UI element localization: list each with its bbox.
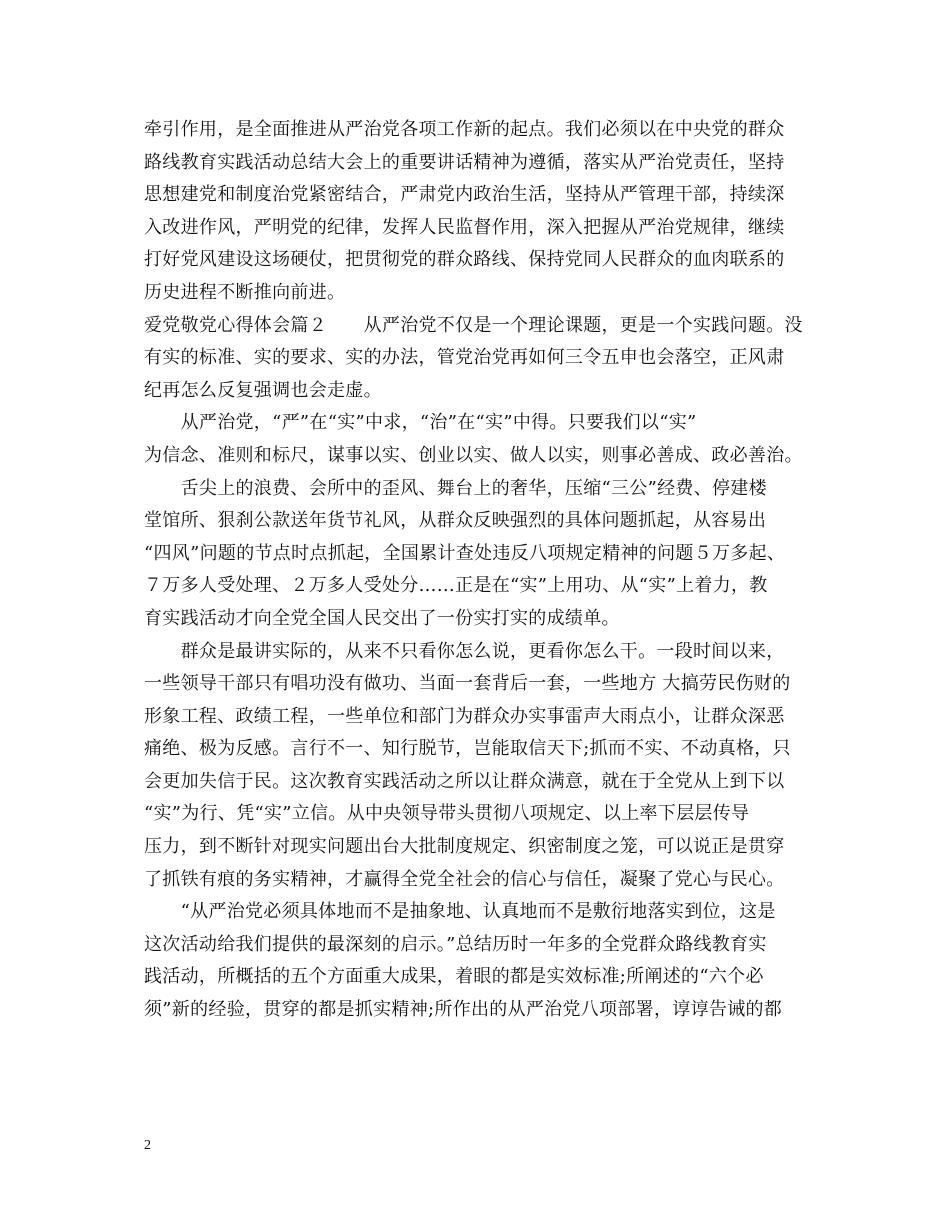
- page-number: 2: [144, 1138, 151, 1153]
- text-line: 痛绝、极为反感。言行不一、知行脱节，岂能取信天下;抓而不实、不动真格，只: [144, 738, 791, 760]
- text-line: 从严治党，“严”在“实”中求，“治”在“实”中得。只要我们以“实”: [144, 412, 697, 434]
- text-line: 为信念、准则和标尺，谋事以实、创业以实、做人以实，则事必善成、政必善治。: [144, 444, 803, 466]
- text-line: 有实的标准、实的要求、实的办法，管党治党再如何三令五申也会落空，正风肃: [144, 347, 785, 369]
- text-line: “实”为行、凭“实”立信。从中央领导带头贯彻八项规定、以上率下层层传导: [144, 803, 750, 825]
- text-line: 压力，到不断针对现实问题出台大批制度规定、织密制度之笼，可以说正是贯穿: [144, 836, 785, 858]
- text-line: 群众是最讲实际的，从来不只看你怎么说，更看你怎么干。一段时间以来，: [144, 640, 785, 662]
- text-line: 育实践活动才向全党全国人民交出了一份实打实的成绩单。: [144, 607, 620, 629]
- text-line: 纪再怎么反复强调也会走虚。: [144, 379, 382, 401]
- text-line: 堂馆所、狠刹公款送年货节礼风，从群众反映强烈的具体问题抓起，从容易出: [144, 510, 767, 532]
- text-line: ７万多人受处理、２万多人受处分……正是在“实”上用功、从“实”上着力，教: [144, 575, 768, 597]
- text-line: 须”新的经验，贯穿的都是抓实精神;所作出的从严治党八项部署，谆谆告诫的都: [144, 999, 783, 1021]
- body-text: [144, 114, 812, 1027]
- text-line: 入改进作风，严明党的纪律，发挥人民监督作用，深入把握从严治党规律，继续: [144, 216, 785, 238]
- text-line: 了抓铁有痕的务实精神，才赢得全党全社会的信心与信任，凝聚了党心与民心。: [144, 868, 785, 890]
- text-line: 践活动，所概括的五个方面重大成果，着眼的都是实效标准;所阐述的“六个必: [144, 966, 764, 988]
- text-line: 形象工程、政绩工程，一些单位和部门为群众办实事雷声大雨点小，让群众深恶: [144, 705, 785, 727]
- text-line: “从严治党必须具体地而不是抽象地、认真地而不是敷衍地落实到位，这是: [144, 901, 776, 923]
- text-line: 路线教育实践活动总结大会上的重要讲话精神为遵循，落实从严治党责任，坚持: [144, 151, 785, 173]
- text-line: 会更加失信于民。这次教育实践活动之所以让群众满意，就在于全党从上到下以: [144, 770, 785, 792]
- section-heading-line: 爱党敬党心得体会篇２ 从严治党不仅是一个理论课题，更是一个实践问题。没: [144, 314, 803, 336]
- text-line: 打好党风建设这场硬仗，把贯彻党的群众路线、保持党同人民群众的血肉联系的: [144, 249, 785, 271]
- text-line: “四风”问题的节点时点抓起，全国累计查处违反八项规定精神的问题５万多起、: [144, 542, 786, 564]
- text-line: 一些领导干部只有唱功没有做功、当面一套背后一套，一些地方 大搞劳民伤财的: [144, 673, 791, 695]
- text-line: 舌尖上的浪费、会所中的歪风、舞台上的奢华，压缩“三公”经费、停建楼: [144, 477, 767, 499]
- text-line: 思想建党和制度治党紧密结合，严肃党内政治生活，坚持从严管理干部，持续深: [144, 184, 785, 206]
- text-line: 这次活动给我们提供的最深刻的启示。”总结历时一年多的全党群众路线教育实: [144, 933, 767, 955]
- text-line: 牵引作用，是全面推进从严治党各项工作新的起点。我们必须以在中央党的群众: [144, 119, 785, 140]
- text-line: 历史进程不断推向前进。: [144, 281, 346, 303]
